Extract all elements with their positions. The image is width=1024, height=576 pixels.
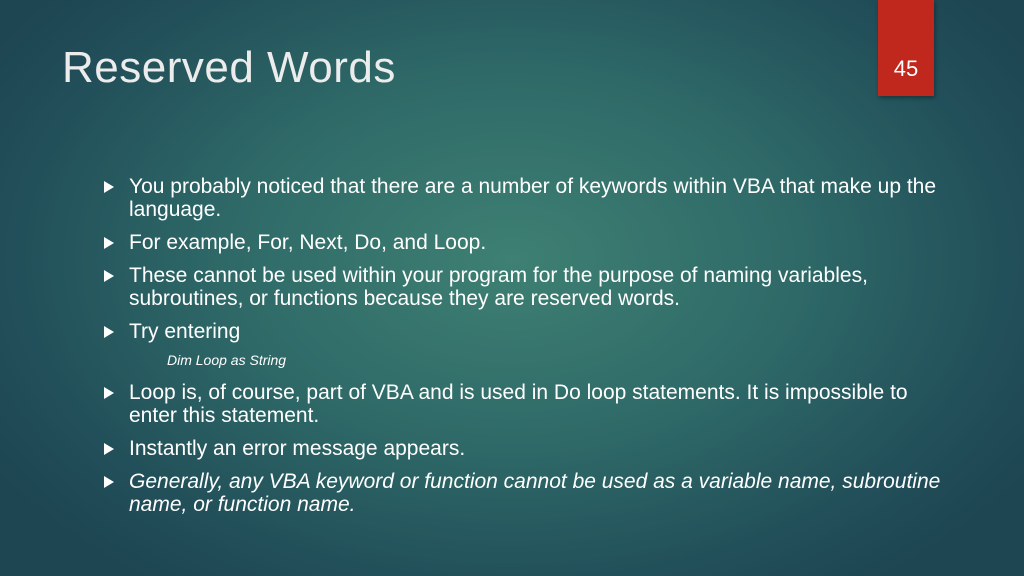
slide-title: Reserved Words [62,43,396,92]
bullet-text: Loop is, of course, part of VBA and is used in Do loop statements. It is impossible to enter this statement. [129,381,908,427]
bullet-text: Generally, any VBA keyword or function cannot be used as a variable name, subroutine name, or function name. [129,470,941,516]
bullet-item [104,381,944,427]
bullet-text: These cannot be used within your program for the purpose of naming variables, subroutines, or functions because they are reserved words. [129,264,868,310]
bullet-arrow-icon [104,181,114,193]
bullet-arrow-icon [104,326,114,338]
bullet-text: Try entering [129,320,241,343]
code-example: Dim Loop as String [167,352,287,368]
bullet-text: For example, For, Next, Do, and Loop. [129,231,487,254]
page-number: 45 [893,56,919,81]
bullet-arrow-icon [104,476,114,488]
bullet-item [104,264,944,310]
bullet-arrow-icon [104,443,114,455]
bullet-list [104,175,944,526]
bullet-item [104,175,944,221]
bullet-arrow-icon [104,387,114,399]
page-number-badge [878,0,934,96]
bullet-text: Instantly an error message appears. [129,437,466,460]
bullet-text: You probably noticed that there are a number of keywords within VBA that make up the language. [129,175,937,221]
bullet-item [104,470,944,516]
bullet-arrow-icon [104,237,114,249]
bullet-item [104,320,944,343]
bullet-item [104,231,944,254]
bullet-arrow-icon [104,270,114,282]
bullet-item [104,437,944,460]
